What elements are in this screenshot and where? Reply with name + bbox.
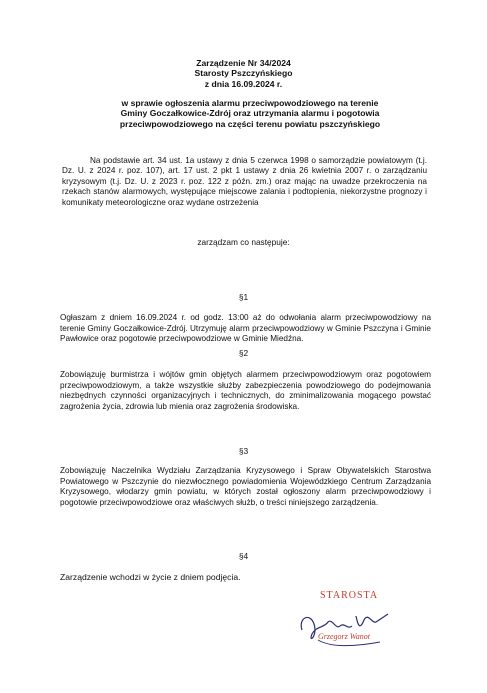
section-1-title: §1 [238,292,249,302]
section-3-title: §3 [238,446,249,456]
section-2-title: §2 [238,348,249,358]
subject-line-1: w sprawie ogłoszenia alarmu przeciwpowodziowego na terenie [121,98,379,108]
subject-line-3: przeciwpowodziowego na części terenu powiatu pszczyńskiego [119,118,381,129]
document-subject [95,98,405,129]
stamp-title: STAROSTA [320,590,379,601]
handwritten-signature-icon [288,596,408,656]
issuer: Starosty Pszczyńskiego [194,68,293,79]
document-header [0,58,487,89]
section-3-body: Zobowiązuję Naczelnika Wydziału Zarządzania Kryzysowego i Spraw Obywatelskich Starostwa Powiatowego w Pszczynie do niezwłocznego powiadomienia Wojewódzkiego Centrum Zarządzania Kryzysowego, włodarzy gmin powiatu, w których został ogłoszony alarm przeciwpowodziowy i pogotowie przeciwpowodziowe oraz właściwych służb, o treści niniejszego zarządzenia. [60,466,431,507]
subject-line-2: Gminy Goczałkowice-Zdrój oraz utrzymania alarmu i pogotowia [120,108,380,119]
stamp-name: Grzegorz Wanot [318,632,370,641]
section-2-body: Zobowiązuję burmistrza i wójtów gmin objętych alarmem przeciwpowodziowym oraz pogotowiem przeciwpowodziowym, a także wszystkie służby zabezpieczenia powodziowego do podejmowania niezbędnych czynności organizacyjnych i technicznych, do zminimalizowania mogącego powstać zagrożenia życia, zdrowia lub mienia oraz zagrożenia środowiska. [60,370,431,411]
section-1-body: Ogłaszam z dniem 16.09.2024 r. od godz. 13:00 aż do odwołania alarm przeciwpowodziowy na terenie Gminy Goczałkowice-Zdrój. Utrzymuję alarm przeciwpowodziowy w Gminie Pszczyna i Gminie Pawłowice oraz pogotowie przeciwpowodziowe w Gminie Miedźna. [60,313,431,343]
decree-line: zarządzam co następuje: [197,237,290,247]
section-4-title: §4 [238,551,249,561]
decree-number: Zarządzenie Nr 34/2024 [196,58,291,68]
final-statement: Zarządzenie wchodzi w życie z dniem podjęcia. [60,572,241,582]
decree-date: z dnia 16.09.2024 r. [204,78,283,89]
signature-stamp [288,590,408,660]
legal-basis-paragraph: Na podstawie art. 34 ust. 1a ustawy z dnia 5 czerwca 1998 o samorządzie powiatowym (t.j. Dz. U. z 2024 r. poz. 107), art. 17 ust. 2 pkt 1 ustawy z dnia 26 kwietnia 2007 r. o zarządzaniu kryzysowym (t.j. Dz. U. z 2023 r. poz. 122 z późn. zm.) oraz mając na uwadze przekroczenia na rzekach stanów alarmowych, występujące miejscowe zalania i podtopienia, niekorzystne prognozy i komunikaty meteorologiczne oraz wydane ostrzeżenia [62,156,427,207]
